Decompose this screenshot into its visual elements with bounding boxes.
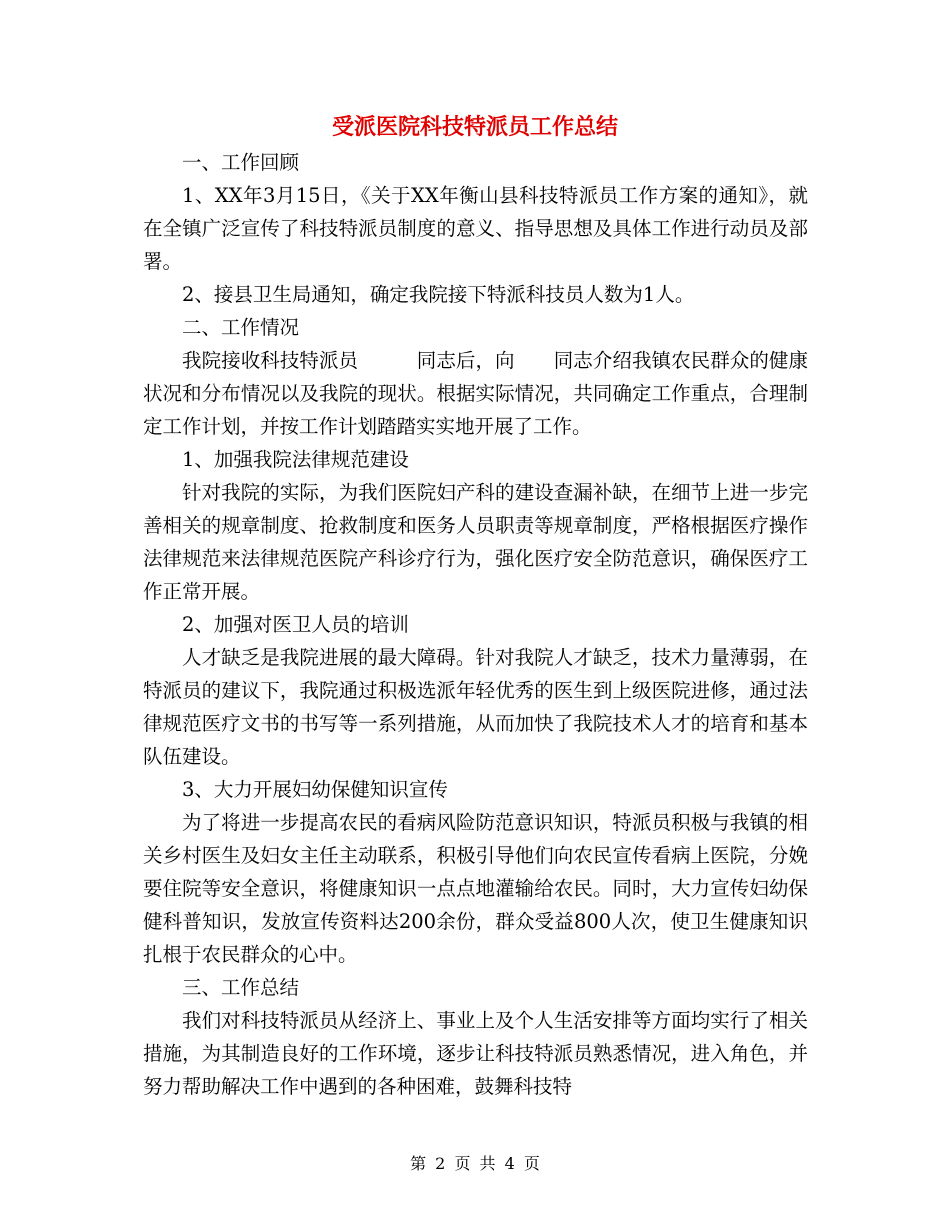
paragraph: 我们对科技特派员从经济上、事业上及个人生活安排等方面均实行了相关措施，为其制造良好的工作环境，逐步让科技特派员熟悉情况，进入角色，并努力帮助解决工作中遇到的各种困难，鼓舞科技特 (143, 1009, 808, 1098)
document-title: 受派医院科技特派员工作总结 (331, 114, 618, 140)
paragraph: 我院接收科技特派员 同志后，向 同志介绍我镇农民群众的健康状况和分布情况以及我院的现状。根据实际情况，共同确定工作重点，合理制定工作计划，并按工作计划踏踏实实地开展了工作。 (143, 349, 808, 438)
section-heading-situation: 二、工作情况 (182, 316, 300, 339)
section-heading-summary: 三、工作总结 (182, 976, 300, 999)
paragraph: 为了将进一步提高农民的看病风险防范意识知识，特派员积极与我镇的相关乡村医生及妇女主任主动联系，积极引导他们向农民宣传看病上医院，分娩要住院等安全意识，将健康知识一点点地灌输给农民。同时，大力宣传妇幼保健科普知识，发放宣传资料达200余份，群众受益800人次，使卫生健康知识扎根于农民群众的心中。 (143, 811, 808, 966)
subheading: 1、加强我院法律规范建设 (182, 448, 409, 471)
subheading: 2、加强对医卫人员的培训 (182, 613, 409, 636)
paragraph: 人才缺乏是我院进展的最大障碍。针对我院人才缺乏，技术力量薄弱，在特派员的建议下，我院通过积极选派年轻优秀的医生到上级医院进修，通过法律规范医疗文书的书写等一系列措施，从而加快了我院技术人才的培育和基本队伍建设。 (143, 646, 808, 768)
paragraph: 1、XX年3月15日，《关于XX年衡山县科技特派员工作方案的通知》，就在全镇广泛宣传了科技特派员制度的意义、指导思想及具体工作进行动员及部署。 (143, 184, 808, 273)
subheading: 3、大力开展妇幼保健知识宣传 (182, 778, 448, 801)
section-heading-review: 一、工作回顾 (182, 151, 300, 174)
paragraph: 针对我院的实际，为我们医院妇产科的建设查漏补缺，在细节上进一步完善相关的规章制度、抢救制度和医务人员职责等规章制度，严格根据医疗操作法律规范来法律规范医院产科诊疗行为，强化医疗安全防范意识，确保医疗工作正常开展。 (143, 481, 808, 603)
page-footer: 第 2 页 共 4 页 (410, 1154, 540, 1173)
document-body (143, 146, 808, 1103)
paragraph: 2、接县卫生局通知，确定我院接下特派科技员人数为1人。 (182, 283, 695, 306)
